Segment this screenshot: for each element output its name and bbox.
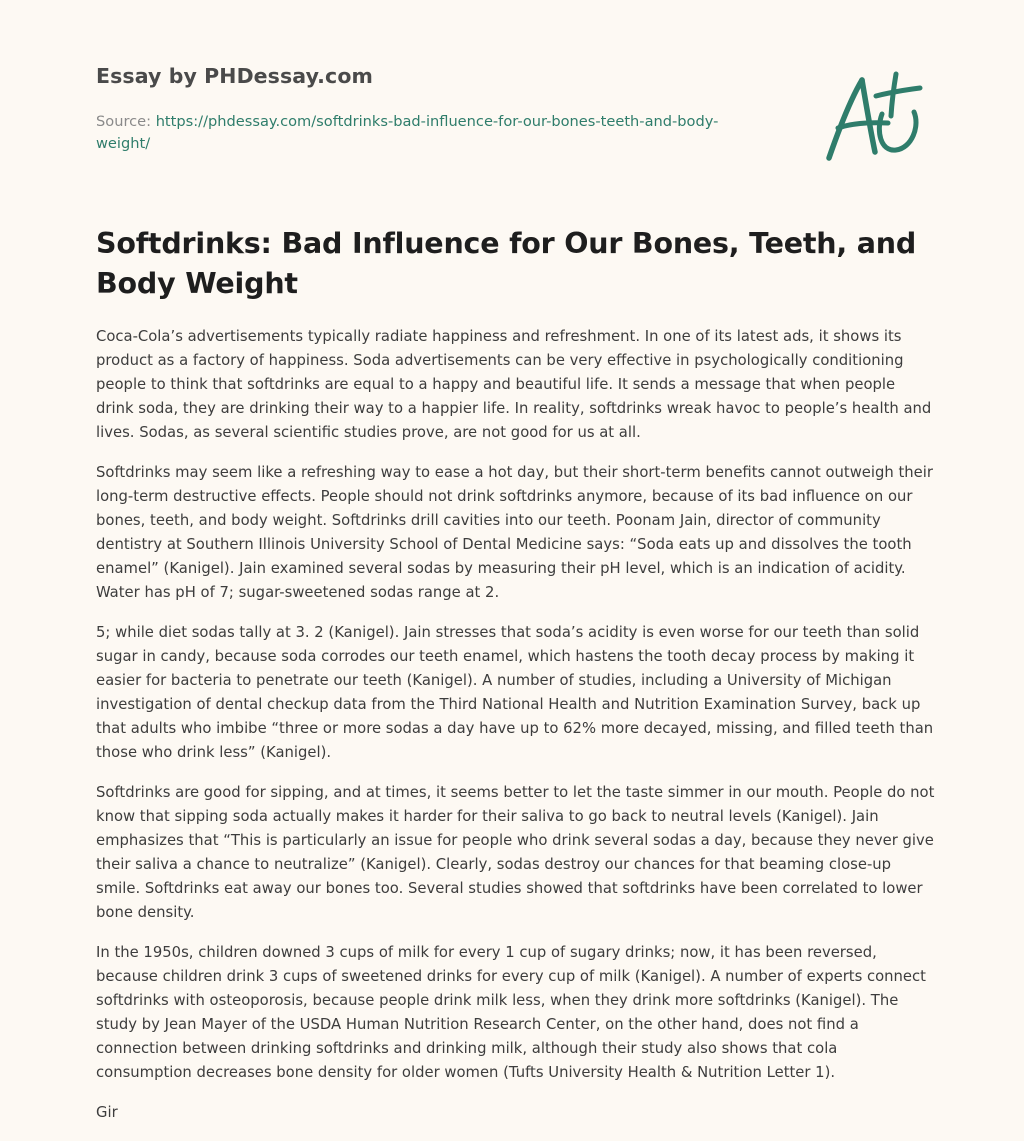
- source-label: Source:: [96, 113, 156, 130]
- a-plus-logo-icon: [824, 70, 924, 162]
- essay-paragraph-6: Gir: [96, 1104, 118, 1121]
- source-line: [96, 111, 746, 155]
- essay-body: [96, 325, 936, 1141]
- source-link[interactable]: https://phdessay.com/softdrinks-bad-influence-for-our-bones-teeth-and-body-weight/: [96, 113, 719, 152]
- essay-paragraph-2: Softdrinks may seem like a refreshing way to ease a hot day, but their short-term benefits cannot outweigh their long-term destructive effects. People should not drink softdrinks anymore, because of its bad influence on our bones, teeth, and body weight. Softdrinks drill cavities into our teeth. Poonam Jain, director of community dentistry at Southern Illinois University School of Dental Medicine says: “Soda eats up and dissolves the tooth enamel” (Kanigel). Jain examined several sodas by measuring their pH level, which is an indication of acidity. Water has pH of 7; sugar-sweetened sodas range at 2.: [96, 464, 933, 601]
- essay-paragraph-1: Coca-Cola’s advertisements typically radiate happiness and refreshment. In one of its latest ads, it shows its product as a factory of happiness. Soda advertisements can be very effective in psychologically conditioning people to think that softdrinks are equal to a happy and beautiful life. It sends a message that when people drink soda, they are drinking their way to a happier life. In reality, softdrinks wreak havoc to people’s health and lives. Sodas, as several scientific studies prove, are not good for us at all.: [96, 328, 932, 441]
- essay-paragraph-4: Softdrinks are good for sipping, and at times, it seems better to let the taste simmer in our mouth. People do not know that sipping soda actually makes it harder for their saliva to go back to neutral levels (Kanigel). Jain emphasizes that “This is particularly an issue for people who drink several sodas a day, because they never give their saliva a chance to neutralize” (Kanigel). Clearly, sodas destroy our chances for that beaming close-up smile. Softdrinks eat away our bones too. Several studies showed that softdrinks have been correlated to lower bone density.: [96, 784, 935, 921]
- essay-paragraph-5: In the 1950s, children downed 3 cups of milk for every 1 cup of sugary drinks; now, it has been reversed, because children drink 3 cups of sweetened drinks for every cup of milk (Kanigel). A number of experts connect softdrinks with osteoporosis, because people drink milk less, when they drink more softdrinks (Kanigel). The study by Jean Mayer of the USDA Human Nutrition Research Center, on the other hand, does not find a connection between drinking softdrinks and drinking milk, although their study also shows that cola consumption decreases bone density for older women (Tufts University Health & Nutrition Letter 1).: [96, 944, 926, 1081]
- essay-paragraph-3: 5; while diet sodas tally at 3. 2 (Kanigel). Jain stresses that soda’s acidity is even worse for our teeth than solid sugar in candy, because soda corrodes our teeth enamel, which hastens the tooth decay process by making it easier for bacteria to penetrate our teeth (Kanigel). A number of studies, including a University of Michigan investigation of dental checkup data from the Third National Health and Nutrition Examination Survey, back up that adults who imbibe “three or more sodas a day have up to 62% more decayed, missing, and filled teeth than those who drink less” (Kanigel).: [96, 624, 934, 761]
- essay-title: Softdrinks: Bad Influence for Our Bones, Teeth, and Body Weight: [96, 227, 917, 300]
- site-brand: Essay by PHDessay.com: [96, 64, 373, 88]
